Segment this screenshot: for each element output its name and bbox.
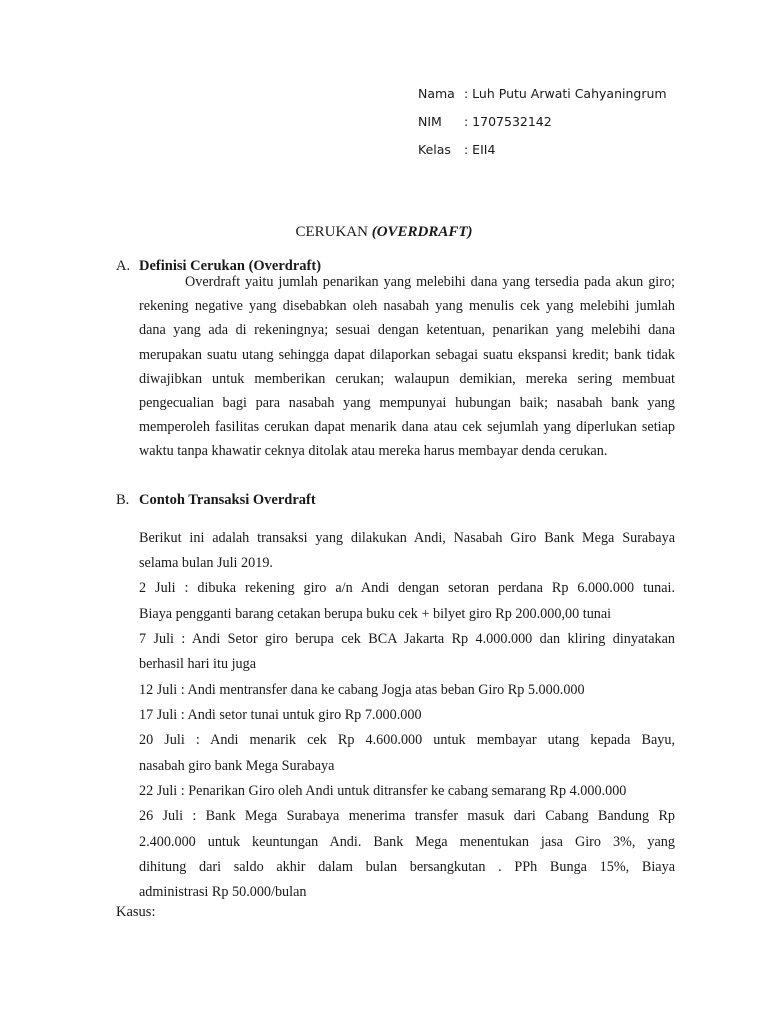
class-value: : EII4 (464, 142, 496, 157)
transaction-line: administrasi Rp 50.000/bulan (139, 884, 307, 900)
transaction-line: 7 Juli : Andi Setor giro berupa cek BCA Jakarta Rp 4.000.000 dan kliring dinyatakan (139, 631, 675, 647)
transaction-line: 26 Juli : Bank Mega Surabaya menerima transfer masuk dari Cabang Bandung Rp (139, 808, 675, 824)
transaction-line: Biaya pengganti barang cetakan berupa buku cek + bilyet giro Rp 200.000,00 tunai (139, 606, 612, 622)
transaction-line: berhasil hari itu juga (139, 656, 257, 672)
transaction-line: 17 Juli : Andi setor tunai untuk giro Rp 7.000.000 (139, 707, 422, 723)
section-b-marker: B. (116, 492, 130, 508)
section-a-heading: Definisi Cerukan (Overdraft) (139, 258, 322, 274)
transaction-line: nasabah giro bank Mega Surabaya (139, 758, 335, 774)
transaction-line: 2 Juli : dibuka rekening giro a/n Andi dengan setoran perdana Rp 6.000.000 tunai. (139, 580, 675, 596)
transaction-line: dihitung dari saldo akhir dalam bulan bersangkutan . PPh Bunga 15%, Biaya (139, 859, 675, 875)
transaction-line: 12 Juli : Andi mentransfer dana ke cabang Jogja atas beban Giro Rp 5.000.000 (139, 682, 585, 698)
transaction-line: Berikut ini adalah transaksi yang dilakukan Andi, Nasabah Giro Bank Mega Surabaya (139, 530, 675, 546)
transaction-line: selama bulan Juli 2019. (139, 555, 273, 571)
transaction-line: 2.400.000 untuk keuntungan Andi. Bank Mega menentukan jasa Giro 3%, yang (139, 834, 675, 850)
class-label: Kelas (418, 142, 451, 157)
section-a-body: Overdraft yaitu jumlah penarikan yang melebihi dana yang tersedia pada akun giro; rekening negative yang disebabkan oleh nasabah yang menulis cek yang melebihi jumlah dana yang ada di rekeningnya; sesuai dengan ketentuan, penarikan yang melebihi dana merupakan suatu utang sehingga dapat dilaporkan sebagai suatu ekspansi kredit; bank tidak diwajibkan untuk memberikan cerukan; walaupun demikian, mereka sering membuat pengecualian bagi para nasabah yang mempunyai hubungan baik; nasabah bank yang memperoleh fasilitas cerukan dapat menarik dana atau cek sejumlah yang diperlukan setiap waktu tanpa khawatir ceknya ditolak atau mereka harus membayar denda cerukan. (139, 274, 675, 460)
title-italic: (OVERDRAFT) (371, 224, 473, 240)
section-b-heading: Contoh Transaksi Overdraft (139, 492, 316, 508)
document-title (0, 224, 768, 241)
kasus-label: Kasus: (116, 904, 156, 920)
name-label: Nama (418, 86, 455, 101)
name-value: : Luh Putu Arwati Cahyaningrum (464, 86, 667, 101)
nim-label: NIM (418, 114, 442, 129)
transaction-line: 20 Juli : Andi menarik cek Rp 4.600.000 untuk membayar utang kepada Bayu, (139, 732, 675, 748)
transaction-line: 22 Juli : Penarikan Giro oleh Andi untuk ditransfer ke cabang semarang Rp 4.000.000 (139, 783, 627, 799)
nim-value: : 1707532142 (464, 114, 552, 129)
title-main: CERUKAN (295, 224, 372, 240)
section-a-marker: A. (116, 258, 131, 274)
